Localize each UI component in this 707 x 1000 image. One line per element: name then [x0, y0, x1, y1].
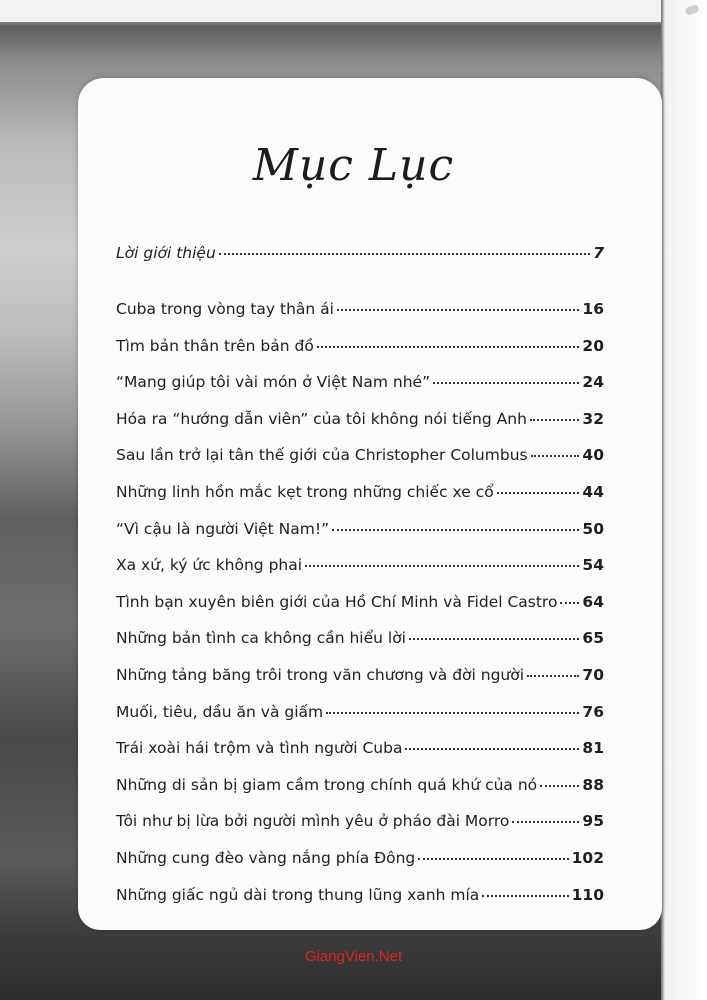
toc-leader-dots	[512, 821, 579, 823]
toc-entry[interactable]	[116, 666, 604, 703]
toc-entry-label: Sau lần trở lại tân thế giới của Christopher Columbus	[116, 446, 528, 465]
toc-leader-dots	[317, 346, 580, 348]
toc-entry-page: 76	[582, 702, 604, 721]
toc-entry[interactable]	[116, 812, 604, 849]
toc-entry-label: Những cung đèo vàng nắng phía Đông	[116, 848, 416, 867]
toc-entry-page: 110	[571, 885, 604, 904]
toc-entry-label: Những bản tình ca không cần hiểu lời	[116, 629, 406, 648]
scan-top-margin	[0, 0, 707, 22]
toc-entry[interactable]	[116, 739, 604, 776]
toc-entry-page: 70	[582, 665, 604, 684]
toc-entry-page: 54	[582, 556, 604, 575]
toc-entry-page: 16	[582, 300, 604, 318]
toc-entry-label: Những giấc ngủ dài trong thung lũng xanh mía	[116, 885, 480, 904]
toc-leader-dots	[497, 492, 580, 494]
toc-entry[interactable]	[116, 703, 604, 740]
toc-entry-label: “Mang giúp tôi vài món ở Việt Nam nhé”	[116, 373, 431, 392]
toc-entry-page: 102	[571, 848, 604, 867]
toc-leader-dots	[530, 419, 580, 421]
toc-entry-page: 20	[582, 336, 604, 355]
table-of-contents	[116, 244, 604, 922]
toc-leader-dots	[405, 748, 579, 750]
toc-leader-dots	[482, 895, 568, 897]
toc-leader-dots	[433, 382, 579, 384]
toc-leader-dots	[305, 565, 579, 567]
toc-entry-label: Xa xứ, ký ức không phai	[116, 556, 303, 575]
toc-entry-label: Những tảng băng trôi trong văn chương và đời người	[116, 665, 525, 684]
toc-leader-dots	[540, 785, 579, 787]
toc-entry-label: Những di sản bị giam cầm trong chính quá khứ của nó	[116, 775, 538, 794]
toc-leader-dots	[326, 712, 579, 714]
toc-entry[interactable]	[116, 849, 604, 886]
toc-entry-label: Những linh hồn mắc kẹt trong những chiếc xe cổ	[116, 482, 494, 501]
toc-entry-page: 44	[582, 482, 604, 501]
toc-leader-dots	[418, 858, 568, 860]
toc-entry[interactable]	[116, 593, 604, 630]
toc-entry[interactable]	[116, 629, 604, 666]
toc-leader-dots	[531, 455, 580, 457]
toc-entry[interactable]	[116, 300, 604, 337]
toc-leader-dots	[219, 253, 590, 255]
toc-spacer	[116, 284, 604, 300]
toc-entry-page: 65	[582, 629, 604, 648]
toc-entry-page: 7	[593, 244, 604, 262]
toc-entry-page: 81	[582, 739, 604, 758]
toc-entry-page: 95	[582, 812, 604, 831]
toc-entry[interactable]	[116, 337, 604, 374]
toc-entry[interactable]	[116, 556, 604, 593]
toc-leader-dots	[409, 638, 579, 640]
toc-entry-label: Lời giới thiệu	[116, 244, 216, 262]
toc-entry[interactable]	[116, 446, 604, 483]
toc-entry-label: Cuba trong vòng tay thân ái	[116, 300, 334, 318]
toc-entry-page: 88	[582, 775, 604, 794]
toc-entry-page: 32	[582, 409, 604, 428]
toc-entry-label: Muối, tiêu, dầu ăn và giấm	[116, 702, 324, 721]
toc-entry-label: “Vì cậu là người Việt Nam!”	[116, 519, 330, 538]
toc-entry-label: Tìm bản thân trên bản đồ	[116, 336, 314, 355]
toc-entry-label: Trái xoài hái trộm và tình người Cuba	[116, 739, 403, 758]
toc-entry[interactable]	[116, 483, 604, 520]
toc-entry[interactable]	[116, 410, 604, 447]
toc-entry[interactable]	[116, 373, 604, 410]
toc-entry-page: 24	[582, 373, 604, 392]
toc-leader-dots	[332, 529, 579, 531]
toc-entry-page: 64	[582, 592, 604, 611]
toc-leader-dots	[560, 602, 579, 604]
toc-entry-page: 50	[582, 519, 604, 538]
toc-entry[interactable]	[116, 886, 604, 923]
toc-entry-label: Tình bạn xuyên biên giới của Hồ Chí Minh và Fidel Castro	[116, 592, 558, 611]
toc-entry[interactable]	[116, 520, 604, 557]
watermark-text: GiangVien.Net	[304, 948, 403, 965]
toc-title: Mục Lục	[252, 140, 455, 191]
toc-entry[interactable]	[116, 776, 604, 813]
toc-leader-dots	[527, 675, 579, 677]
toc-entry-label: Hóa ra “hướng dẫn viên” của tôi không nói tiếng Anh	[116, 409, 527, 428]
toc-intro-entry[interactable]	[116, 244, 604, 284]
toc-leader-dots	[337, 309, 579, 311]
toc-entry-label: Tôi như bị lừa bởi người mình yêu ở pháo đài Morro	[116, 812, 510, 831]
toc-entry-page: 40	[582, 446, 604, 465]
